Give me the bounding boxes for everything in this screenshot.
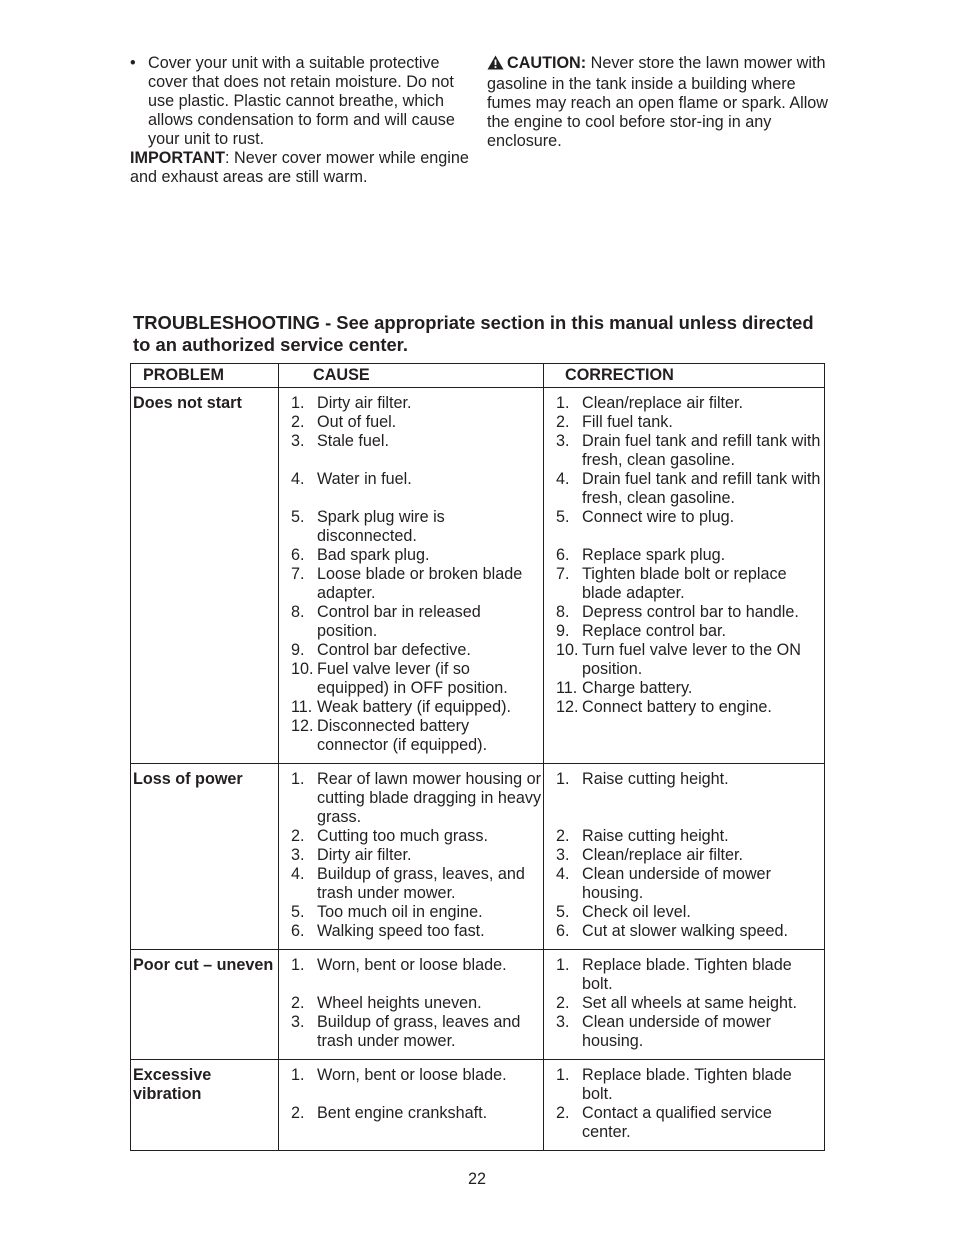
item-number: 3.: [291, 846, 305, 864]
list-item: [291, 1066, 543, 1085]
item-number: 1.: [556, 394, 570, 412]
item-text: Fill fuel tank.: [582, 413, 673, 431]
item-number: 2.: [291, 1104, 305, 1122]
list-item: [556, 622, 824, 641]
item-number: 7.: [556, 565, 570, 583]
troubleshooting-table: [130, 363, 825, 1151]
important-note: [130, 149, 475, 187]
correction-list: [544, 1066, 824, 1142]
list-item: [291, 770, 543, 827]
header-cause: CAUSE: [279, 364, 544, 388]
item-number: 4.: [291, 470, 305, 488]
list-item: [556, 641, 824, 679]
item-text: Set all wheels at same height.: [582, 994, 798, 1012]
item-text: Control bar defective.: [317, 641, 471, 659]
header-problem: PROBLEM: [131, 364, 279, 388]
list-item: [556, 922, 824, 941]
item-number: 1.: [291, 956, 305, 974]
item-number: 11.: [291, 698, 313, 716]
cause-cell: [279, 764, 544, 950]
item-number: 9.: [556, 622, 570, 640]
item-text: Dirty air filter.: [317, 846, 412, 864]
cause-list: [279, 1066, 543, 1123]
table-row: [131, 388, 825, 764]
item-number: 8.: [556, 603, 570, 621]
correction-cell: [544, 764, 825, 950]
item-text: Check oil level.: [582, 903, 691, 921]
correction-list: [544, 770, 824, 941]
item-number: 3.: [291, 1013, 305, 1031]
item-number: 1.: [291, 394, 305, 412]
problem-cell: Loss of power: [131, 764, 279, 950]
item-text: Clean/replace air filter.: [582, 394, 744, 412]
correction-cell: [544, 388, 825, 764]
list-item: [556, 508, 824, 527]
item-number: 1.: [291, 770, 305, 788]
item-text: Contact a qualified service center.: [582, 1104, 772, 1141]
list-item: [291, 413, 543, 432]
list-item: [291, 641, 543, 660]
item-text: Clean underside of mower housing.: [582, 865, 771, 902]
cause-list: [279, 394, 543, 755]
item-text: Tighten blade bolt or replace blade adapter.: [582, 565, 787, 602]
item-text: Wheel heights uneven.: [317, 994, 482, 1012]
table-row: [131, 1060, 825, 1151]
list-item: [291, 717, 543, 755]
item-text: Buildup of grass, leaves, and trash under mower.: [317, 865, 525, 902]
item-number: 10.: [291, 660, 314, 678]
item-number: 9.: [291, 641, 305, 659]
list-item: [556, 865, 824, 903]
correction-list: [544, 394, 824, 717]
item-number: 4.: [556, 470, 570, 488]
item-number: 3.: [556, 432, 570, 450]
item-spacer: [556, 808, 824, 827]
list-item: [556, 1013, 824, 1051]
item-number: 2.: [291, 994, 305, 1012]
item-number: 2.: [556, 827, 570, 845]
list-item: [556, 432, 824, 470]
item-number: 6.: [291, 546, 305, 564]
list-item: [556, 770, 824, 789]
caution-label: CAUTION:: [507, 54, 587, 72]
list-item: [556, 994, 824, 1013]
item-spacer: [291, 451, 543, 470]
correction-list: [544, 956, 824, 1051]
item-number: 3.: [291, 432, 305, 450]
item-number: 2.: [291, 827, 305, 845]
list-item: [556, 413, 824, 432]
item-number: 12.: [291, 717, 314, 735]
list-item: [556, 903, 824, 922]
item-text: Raise cutting height.: [582, 827, 729, 845]
cause-list: [279, 956, 543, 1051]
item-text: Worn, bent or loose blade.: [317, 956, 507, 974]
important-label: IMPORTANT: [130, 149, 226, 167]
list-item: [291, 565, 543, 603]
header-correction: CORRECTION: [544, 364, 825, 388]
item-number: 5.: [556, 903, 570, 921]
list-item: [291, 432, 543, 451]
item-text: Dirty air filter.: [317, 394, 412, 412]
list-item: [556, 394, 824, 413]
troubleshooting-title: TROUBLESHOOTING - See appropriate section in this manual unless directed to an authorized service center.: [133, 312, 814, 355]
item-text: Too much oil in engine.: [317, 903, 483, 921]
item-number: 8.: [291, 603, 305, 621]
list-item: [556, 679, 824, 698]
item-number: 1.: [556, 1066, 570, 1084]
item-text: Depress control bar to handle.: [582, 603, 799, 621]
item-number: 11.: [556, 679, 578, 697]
list-item: [291, 508, 543, 546]
list-item: [291, 470, 543, 489]
item-text: Spark plug wire is disconnected.: [317, 508, 445, 545]
item-text: Buildup of grass, leaves and trash under mower.: [317, 1013, 521, 1050]
item-number: 2.: [556, 1104, 570, 1122]
item-number: 3.: [556, 846, 570, 864]
item-text: Bad spark plug.: [317, 546, 430, 564]
item-spacer: [291, 489, 543, 508]
correction-cell: [544, 1060, 825, 1151]
list-item: [556, 565, 824, 603]
list-item: [556, 470, 824, 508]
caution-text: Never store the lawn mower with gasoline in the tank inside a building where fumes may reach an open flame or spark. Allow the engine to cool before stor-ing in any enclosure.: [487, 54, 828, 150]
warning-triangle-icon: [487, 55, 504, 75]
page-number: 22: [467, 1170, 486, 1188]
item-number: 5.: [291, 508, 305, 526]
list-item: [291, 394, 543, 413]
item-text: Out of fuel.: [317, 413, 397, 431]
list-item: [556, 546, 824, 565]
item-number: 5.: [291, 903, 305, 921]
item-text: Cut at slower walking speed.: [582, 922, 789, 940]
table-row: [131, 764, 825, 950]
item-text: Turn fuel valve lever to the ON position.: [582, 641, 801, 678]
item-text: Drain fuel tank and refill tank with fresh, clean gasoline.: [582, 470, 821, 507]
item-number: 3.: [556, 1013, 570, 1031]
item-number: 10.: [556, 641, 579, 659]
list-item: [556, 1066, 824, 1104]
problem-cell: Excessive vibration: [131, 1060, 279, 1151]
item-number: 6.: [556, 546, 570, 564]
item-spacer: [291, 975, 543, 994]
cause-cell: [279, 388, 544, 764]
item-text: Charge battery.: [582, 679, 693, 697]
problem-cell: Poor cut – uneven: [131, 950, 279, 1060]
item-number: 6.: [291, 922, 305, 940]
item-text: Weak battery (if equipped).: [317, 698, 512, 716]
item-text: Clean underside of mower housing.: [582, 1013, 771, 1050]
item-number: 7.: [291, 565, 305, 583]
item-number: 2.: [556, 994, 570, 1012]
cover-unit-bullet: [130, 54, 475, 149]
item-text: Connect wire to plug.: [582, 508, 735, 526]
item-text: Water in fuel.: [317, 470, 412, 488]
caution-note: [487, 54, 832, 151]
problem-cell: Does not start: [131, 388, 279, 764]
item-number: 2.: [556, 413, 570, 431]
storage-notes-left: [130, 54, 475, 187]
table-header-row: [131, 364, 825, 388]
list-item: [291, 827, 543, 846]
list-item: [291, 603, 543, 641]
cover-unit-text: Cover your unit with a suitable protective cover that does not retain moisture. Do not use plastic. Plastic cannot breathe, which allows condensation to form and will cause your unit to rust.: [148, 54, 455, 148]
item-text: Fuel valve lever (if so equipped) in OFF position.: [317, 660, 508, 697]
item-number: 2.: [291, 413, 305, 431]
list-item: [556, 846, 824, 865]
item-number: 1.: [556, 770, 570, 788]
item-text: Bent engine crankshaft.: [317, 1104, 488, 1122]
item-number: 1.: [556, 956, 570, 974]
list-item: [291, 660, 543, 698]
item-text: Drain fuel tank and refill tank with fresh, clean gasoline.: [582, 432, 821, 469]
item-number: 4.: [556, 865, 570, 883]
list-item: [556, 603, 824, 622]
cause-cell: [279, 1060, 544, 1151]
item-number: 6.: [556, 922, 570, 940]
item-text: Replace spark plug.: [582, 546, 726, 564]
item-text: Raise cutting height.: [582, 770, 729, 788]
correction-cell: [544, 950, 825, 1060]
item-text: Control bar in released position.: [317, 603, 481, 640]
important-text: : Never cover mower while engine and exhaust areas are still warm.: [130, 149, 469, 186]
list-item: [291, 956, 543, 975]
list-item: [556, 956, 824, 994]
item-spacer: [291, 1085, 543, 1104]
list-item: [556, 698, 824, 717]
item-text: Rear of lawn mower housing or cutting blade dragging in heavy grass.: [317, 770, 542, 826]
list-item: [291, 546, 543, 565]
item-text: Stale fuel.: [317, 432, 389, 450]
list-item: [291, 994, 543, 1013]
item-text: Walking speed too fast.: [317, 922, 485, 940]
item-text: Disconnected battery connector (if equipped).: [317, 717, 488, 754]
list-item: [291, 865, 543, 903]
item-number: 12.: [556, 698, 579, 716]
cause-list: [279, 770, 543, 941]
list-item: [291, 1104, 543, 1123]
item-text: Cutting too much grass.: [317, 827, 488, 845]
item-text: Connect battery to engine.: [582, 698, 772, 716]
item-text: Clean/replace air filter.: [582, 846, 744, 864]
item-text: Worn, bent or loose blade.: [317, 1066, 507, 1084]
item-spacer: [556, 789, 824, 808]
table-row: [131, 950, 825, 1060]
bullet-dot: •: [130, 54, 136, 72]
item-text: Replace blade. Tighten blade bolt.: [582, 1066, 792, 1103]
list-item: [291, 846, 543, 865]
item-number: 4.: [291, 865, 305, 883]
item-number: 5.: [556, 508, 570, 526]
list-item: [556, 1104, 824, 1142]
item-text: Replace blade. Tighten blade bolt.: [582, 956, 792, 993]
list-item: [291, 698, 543, 717]
table-body: [131, 388, 825, 1151]
item-number: 1.: [291, 1066, 305, 1084]
list-item: [291, 1013, 543, 1051]
list-item: [291, 903, 543, 922]
item-text: Replace control bar.: [582, 622, 726, 640]
item-spacer: [556, 527, 824, 546]
cause-cell: [279, 950, 544, 1060]
item-text: Loose blade or broken blade adapter.: [317, 565, 523, 602]
list-item: [556, 827, 824, 846]
list-item: [291, 922, 543, 941]
